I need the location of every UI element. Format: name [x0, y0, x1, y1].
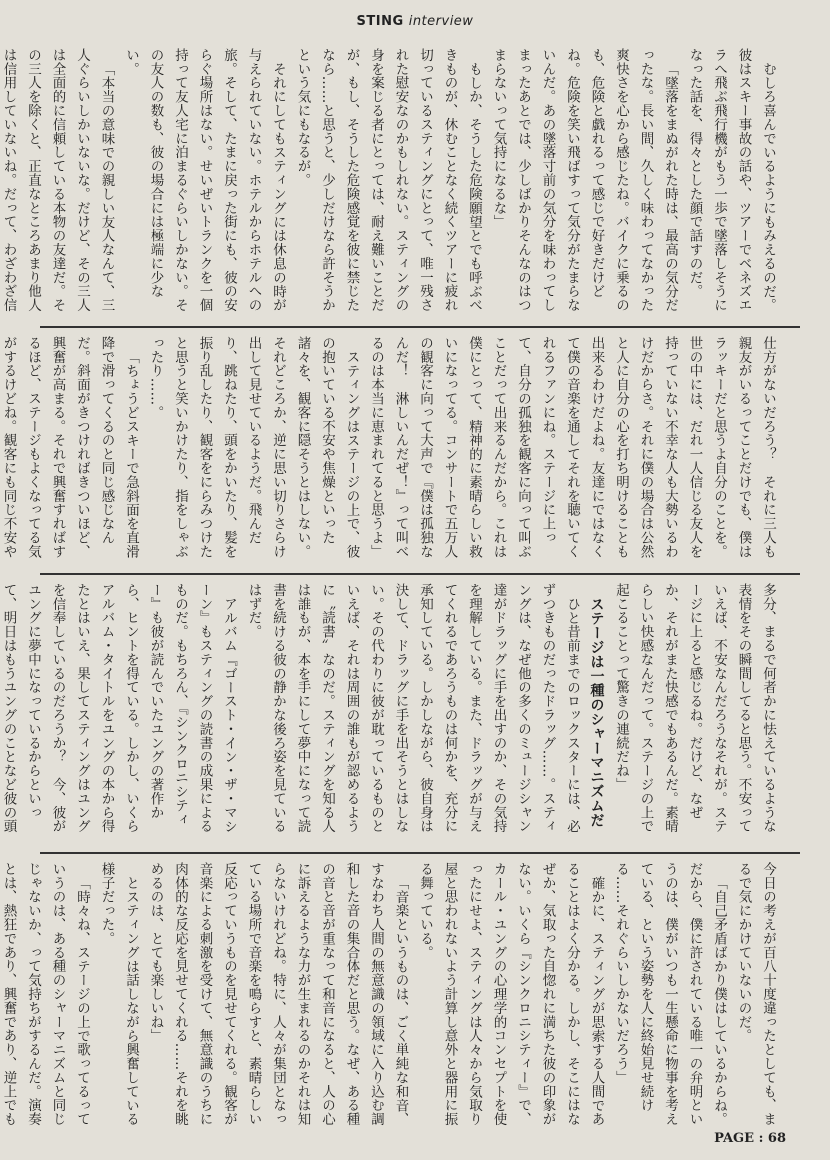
- text-block-tier2: [0, 336, 780, 562]
- page-number: PAGE : 68: [714, 1131, 786, 1146]
- paragraph: もしか、そうした危険願望とでも呼ぶべきものが、休むことなく続くツアーに疲れ切っているスティングにとって、唯一残された慰安なのかもしれない。スティングの身を案じる者にとっては、耐え難いことだが、もし、そうした危険感覚を彼に禁じたなら……と思うと、少しだけなら許そうかという気にもなるが。: [294, 48, 482, 313]
- paragraph: 「本当の意味での親しい友人なんて、三人ぐらいしかいないな。だけど、その三人は全面的に信頼している本物の友達だ。その三人を除くと、正直なところあまり他人は信用していないね。だって、わざわざ信: [0, 48, 115, 313]
- text-block-tier3: [0, 583, 780, 841]
- paragraph: 「ちょうどスキーで急斜面を直滑降で滑ってくるのと同じ感じなんだ。斜面がきつければきついほど、興奮が高まる。それで興奮すればするほど、ステージもよくなってる気がするけどね。観客にも同じ不安や: [0, 336, 139, 559]
- paragraph: 「墜落をまぬがれた時は、最高の気分だったな。長い間、久しく味わってなかった爽快さを心から感じたね。バイクに乗るのも、危険と戯れるって感じで好きだけどね。危険を笑い飛ばすって気分がたまらないんだ。あの墜落寸前の気分を味わってしまったあとでは、少しばかりそんなのはつまらないって気持になるな」: [490, 48, 678, 313]
- paragraph: 「自己矛盾ばかり僕はしているからね。だから、僕に許されている唯一の弁明というのは、僕がいつも一生懸命に物事を考えている、という姿勢を人に終始見せ続ける……それぐらいしかないだろう」: [613, 862, 727, 1127]
- column-divider-2: [40, 573, 800, 575]
- paragraph: アルバム『ゴースト・イン・ザ・マシーン』もスティングの読書の成果によるものだ。もちろん、『シンクロニシティー』も彼が読んでいたユングの著作から、ヒントを得ている。しかし、いくらアルバム・タイトルをユングの本から得たとはいえ、果してスティングはユングを信奉しているのだろうか？ 今、彼がユングに夢中になっているからといって、明日はもうユングのことなど彼の頭: [0, 583, 237, 834]
- paragraph: むしろ喜んでいるようにもみえるのだ。彼はスキー事故の話や、ツアーでベネズエラへ飛ぶ飛行機がもう一歩で墜落しそうになった話を、得々とした顔で話すのだ。: [686, 48, 776, 313]
- text-block-tier1: [0, 48, 780, 314]
- paragraph: 今日の考えが百八十度違ったとしても、まるで気にかけていないのだ。: [735, 862, 776, 1127]
- paragraph: 仕方がないだろう？ それに三人も親友がいるってことだけでも、僕はラッキーだと思うよ自分のことを。世の中には、だれ一人信じる友人を持っていない不幸な人も大勢いるわけだからさ。それに僕の場合は公然と人に自分の心を打ち明けることも出来るわけだよね。友達にではなくて僕の音楽を通してそれを聴いてくれるファンにね。ステージに上って、自分の孤独を観客に向って叫ぶことだって出来るんだから。これは僕にとって、精神的に素晴らしい救いになってる。コンサートで五万人の観客に向って大声で『僕は孤独なんだ！ 淋しいんだぜ！』って叫べるのは本当に恵まれてると思うよ」: [368, 336, 776, 559]
- header-title: STING: [356, 14, 404, 29]
- header-subtitle: interview: [408, 14, 474, 29]
- text-block-tier4: [0, 862, 780, 1130]
- paragraph: それにしてもスティングには休息の時が与えられていない。ホテルからホテルへの旅。そして、たまに戻った街にも、彼の安らぐ場所はない。せいぜいトランクを一個持って友人宅に泊まるぐらいしかない。その友人の数も、彼の場合には極端に少ない。: [123, 48, 286, 313]
- paragraph: とスティングは話しながら興奮している様子だった。: [98, 862, 139, 1126]
- column-divider-3: [40, 852, 800, 854]
- paragraph: スティングはステージの上で、彼の抱いている不安や焦燥といった諸々を、観客に隠そうとはしない。それどころか、逆に思い切りさらけ出して見せているようだ。飛んだり、跳ねたり、頭をかいたり、髪を振り乱したり、観客をにらみつけたと思うと笑いかけたり、指をしゃぶったり……。: [147, 336, 360, 559]
- column-divider-1: [40, 326, 800, 328]
- paragraph: 確かに、スティングが思索する人間であることはよく分かる。しかし、そこにはなぜか、気取った自惚れに満ちた彼の印象がない。いくら『シンクロニシティー』で、カール・ユングの心理学的コンセプトを使ったにせよ、スティングは人々から気取り屋と思われないよう計算し意外と器用に振る舞っている。: [417, 862, 605, 1127]
- paragraph: 多分、まるで何者かに怯えているような表情をその瞬間してると思う。不安っていえば、不安なんだろうなそれが。ステージに上ると感じるね。だけど、なぜか、それがまた快感でもあるんだ。素晴らしい快感なんだって。ステージの上で起こることって驚きの連続だね」: [613, 583, 776, 834]
- section-subheading: ステージは一種のシャーマニズムだ: [588, 597, 605, 828]
- running-header: [0, 14, 830, 29]
- paragraph: ひと昔前までのロックスターには、必ずつきものだったドラッグ……。スティングは、なぜ他の多くのミュージシャン達がドラッグに手を出すのか、その気持を理解している。また、ドラッグが与えてくれるであろうものは何かを、充分に承知している。しかしながら、彼自身は決して、ドラッグに手を出そうとはしない。その代わりに彼が耽っているものといえば、それは周囲の誰もが認めるように〝読書〟なのだ。スティングを知る人は誰もが、本を手にして夢中になって読書を続ける彼の静かな後ろ姿を見ているはずだ。: [245, 583, 580, 834]
- paragraph: 「音楽というものは、ごく単純な和音、すなわち人間の無意識の領域に入り込む調和した音の集合体だと思う。なぜ、ある種の音と音が重なって和音になると、人の心に訴えるような力が生まれるのかそれは知らないけれどね。特に、人々が集団となっている場所で音楽を鳴らすと、素晴らしい反応っていうものを見せてくれる。観客が音楽による刺激を受けて、無意識のうちに肉体的な反応を見せてくれる……それを眺めるのは、とても楽しいね」: [147, 862, 409, 1127]
- paragraph: 「時々ね、ステージの上で歌ってるっていうのは、ある種のシャーマニズムと同じじゃないか、って気持ちがするんだ。演奏とは、熱狂であり、興奮であり、逆上でも: [0, 862, 90, 1127]
